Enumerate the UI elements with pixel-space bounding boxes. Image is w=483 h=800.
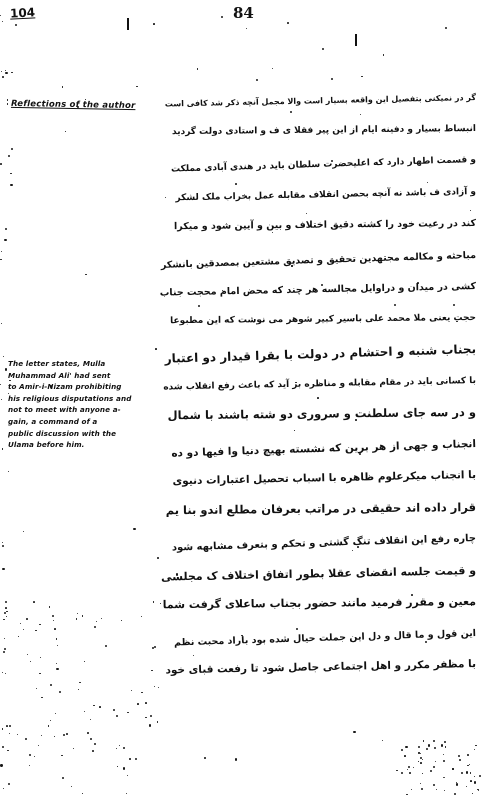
manuscript-line: انجناب و جهی از هر برین که نشسته بهیچ دنیا وا فیها دو ده (171, 437, 477, 460)
scan-speck (116, 715, 118, 717)
scan-speck (99, 706, 101, 708)
scan-speck (153, 601, 154, 602)
scan-speck (87, 732, 89, 734)
scan-speck (2, 542, 3, 543)
manuscript-line: با کسانی باید در مقام مقابله و مناظره بر آید که باعث رفع انقلاب شده (163, 375, 477, 393)
main-manuscript-text (160, 82, 476, 681)
scan-speck (2, 728, 4, 730)
scan-speck (459, 759, 461, 761)
scan-speck (474, 776, 475, 777)
scan-speck (407, 769, 408, 770)
manuscript-line: کشی در میدان و دراوایل مجالسه هر چند که محض امام محجت جناب (159, 281, 477, 299)
scan-speck (454, 793, 456, 795)
scan-speck (331, 78, 333, 80)
scan-speck (418, 746, 420, 748)
manuscript-line: معین و مقرر فرمید مانند حضور بجناب ساعلای گرفت شما (162, 595, 477, 612)
scan-speck (40, 657, 41, 658)
scan-speck (155, 348, 157, 350)
scan-speck (235, 758, 237, 760)
scan-speck (1, 323, 2, 324)
scan-speck (8, 155, 10, 157)
scan-speck (408, 766, 410, 768)
scan-speck (26, 618, 28, 620)
scan-speck (423, 740, 425, 742)
scan-speck (61, 755, 62, 756)
scan-speck (467, 754, 469, 756)
manuscript-line: انبساط بسیار و دفینه ایام از این پیر فقلا ی ف و استادی دولت گردید (171, 123, 477, 137)
manuscript-line: کند در رعیت خود را کشته دقیق اختلاف و بین و آیین شود و میکرا (173, 218, 477, 233)
scan-speck (396, 770, 397, 771)
scan-speck (20, 623, 21, 624)
scan-speck (4, 612, 6, 614)
scan-speck (401, 749, 403, 751)
scan-speck (383, 54, 385, 56)
scan-speck (92, 750, 94, 752)
scan-speck (54, 628, 56, 630)
scan-speck (478, 790, 479, 791)
scan-speck (135, 758, 137, 760)
scan-speck (78, 689, 79, 690)
scan-speck (2, 746, 4, 748)
scan-speck (411, 789, 412, 790)
scan-speck (23, 629, 24, 630)
scan-speck (90, 719, 91, 720)
scan-speck (48, 725, 50, 727)
scan-speck (153, 23, 155, 25)
scan-speck (461, 772, 463, 774)
scan-speck (25, 738, 27, 740)
scan-speck (39, 624, 40, 625)
scan-speck (154, 686, 155, 687)
manuscript-line: با مظفر مکرر و اهل اجتماعی جاصل شود تا رفعت قبای خود (165, 658, 477, 677)
scan-speck (55, 713, 56, 714)
scan-speck (84, 661, 85, 662)
scan-speck (3, 356, 4, 357)
scan-speck (77, 613, 78, 614)
margin-tick-mark (127, 18, 129, 30)
scan-speck (76, 618, 78, 620)
scan-speck (59, 691, 61, 693)
scan-speck (256, 79, 258, 81)
margin-heading: Reflections of the author (10, 98, 136, 112)
scan-speck (2, 76, 4, 78)
scan-speck (4, 239, 6, 241)
scan-speck (272, 68, 273, 69)
manuscript-line: مباحثه و مکالمه مجتهدین تحقیق و تصدیق مشتعین بمصدقین بانشکر (160, 249, 477, 271)
scan-speck (2, 448, 4, 450)
scan-speck (0, 15, 1, 16)
scan-speck (426, 748, 428, 750)
center-page-number: 84 (233, 4, 254, 22)
manuscript-line: حجت یعنی ملا محمد علی باسیر کبیر شوهر می نوشت که این مطبوعا (170, 312, 477, 326)
scan-speck (405, 746, 407, 748)
scan-speck (57, 645, 58, 646)
scan-speck (322, 48, 324, 50)
scan-speck (2, 545, 4, 547)
scan-speck (353, 731, 355, 733)
scan-speck (96, 621, 97, 622)
scan-speck (10, 184, 12, 186)
scan-speck (458, 755, 460, 757)
scan-speck (456, 783, 458, 785)
scan-speck (145, 717, 146, 718)
scan-speck (430, 770, 432, 772)
scan-speck (3, 788, 5, 790)
scan-speck (127, 775, 128, 776)
scan-speck (466, 771, 468, 773)
scan-speck (154, 646, 156, 648)
scan-speck (0, 259, 1, 260)
margin-tick-mark (355, 34, 357, 46)
scan-speck (433, 766, 435, 768)
scan-speck (93, 705, 95, 707)
scan-speck (123, 767, 125, 769)
scan-speck (452, 768, 453, 769)
left-page-number: 104 (9, 5, 36, 21)
scan-speck (445, 746, 446, 747)
scan-speck (15, 24, 17, 26)
scan-speck (0, 163, 2, 165)
manuscript-line: بجناب شنبه و احتشام در دولت با بقرا قیدار دو اعتبار (164, 342, 477, 366)
scan-speck (90, 738, 92, 740)
scan-speck (7, 99, 8, 100)
scan-speck (475, 745, 476, 746)
manuscript-line: گر در نمیکنی بتفصیل این واقعه بسیار است والا مجمل آنچه ذکر شد کافی است (164, 93, 477, 109)
scan-speck (382, 740, 383, 741)
scan-speck (151, 670, 152, 671)
scan-speck (6, 611, 7, 612)
margin-note-line: not to meet with anyone a- (8, 405, 121, 415)
scan-speck (422, 759, 423, 760)
scan-speck (49, 606, 51, 608)
scan-speck (56, 668, 58, 670)
scan-speck (433, 740, 435, 742)
scan-speck (94, 743, 96, 745)
scan-speck (443, 760, 445, 762)
scan-speck (36, 688, 37, 689)
scan-speck (131, 690, 133, 692)
scan-speck (3, 651, 5, 653)
scan-speck (7, 103, 8, 104)
scan-speck (62, 777, 64, 779)
scan-speck (1, 399, 2, 400)
manuscript-line: و قسمت اطهار دارد که اعلیحضرت سلطان باید در هندی آبادی مملکت (170, 155, 477, 175)
scan-speck (158, 687, 159, 688)
scan-speck (420, 753, 421, 754)
scan-speck (18, 636, 19, 637)
scan-speck (443, 754, 444, 755)
scan-speck (66, 733, 68, 735)
scan-speck (41, 697, 43, 699)
scan-speck (4, 648, 6, 650)
scan-speck (0, 384, 1, 385)
scan-speck (0, 764, 2, 766)
scan-speck (82, 615, 84, 617)
scan-speck (6, 616, 7, 617)
scan-speck (6, 725, 8, 727)
scan-speck (197, 68, 198, 69)
scan-speck (145, 702, 147, 704)
scan-speck (33, 601, 35, 603)
manuscript-line: و در سه جای سلطنت و سروری دو شته باشند با شمال (167, 405, 477, 423)
scan-speck (35, 630, 37, 632)
scan-speck (435, 761, 436, 762)
scan-speck (101, 618, 103, 620)
scan-speck (5, 228, 7, 230)
scan-speck (62, 86, 63, 87)
scan-speck (8, 471, 9, 472)
scan-speck (29, 765, 30, 766)
margin-note-line: gain, a command of a (8, 416, 98, 426)
scan-speck (2, 672, 3, 673)
scan-speck (53, 620, 54, 621)
scan-speck (9, 733, 10, 734)
scan-speck (5, 72, 7, 74)
scan-speck (1, 71, 2, 72)
scan-speck (401, 772, 403, 774)
scan-speck (50, 720, 51, 721)
scan-speck (3, 619, 5, 621)
scan-speck (79, 682, 80, 683)
scan-speck (73, 748, 74, 749)
scan-speck (2, 21, 3, 22)
scan-speck (85, 274, 86, 275)
scan-speck (418, 752, 419, 753)
margin-note (8, 358, 158, 451)
scan-speck (56, 638, 57, 639)
scan-speck (117, 766, 118, 767)
scan-speck (436, 789, 438, 791)
scan-speck (5, 70, 6, 71)
scan-speck (428, 744, 430, 746)
scan-speck (467, 765, 469, 767)
scan-speck (56, 663, 57, 664)
scan-speck (17, 734, 18, 735)
scan-speck (479, 775, 481, 777)
scan-speck (474, 781, 476, 783)
margin-note-line: public discussion with the (8, 428, 117, 438)
scan-speck (82, 793, 83, 794)
scan-speck (54, 736, 55, 737)
manuscript-line: با انجناب میکرعلوم ظاهره با اسباب تحصیل اعتبارات دنیوی (172, 469, 477, 488)
scan-speck (34, 756, 35, 757)
scan-speck (420, 783, 421, 784)
scan-speck (445, 27, 447, 29)
scan-speck (116, 748, 117, 749)
scan-speck (38, 745, 39, 746)
scan-speck (27, 654, 29, 656)
scan-speck (9, 725, 11, 727)
scan-speck (157, 557, 159, 559)
scan-speck (23, 531, 24, 532)
scan-speck (137, 703, 139, 705)
scan-speck (470, 781, 471, 782)
scan-speck (119, 745, 120, 746)
scan-speck (113, 709, 115, 711)
scan-speck (50, 684, 52, 686)
scan-speck (127, 712, 129, 714)
scan-speck (105, 645, 107, 647)
manuscript-line: و آزادی ف باشد نه آنچه بحصن انقلاف مقابله عمل بخراب ملک لشکر (175, 186, 477, 203)
scan-speck (2, 568, 4, 570)
scan-speck (418, 761, 419, 762)
scan-speck (7, 750, 9, 752)
scan-speck (421, 788, 423, 790)
margin-note-line: his religious disputations and (8, 393, 132, 403)
scan-speck (136, 86, 137, 87)
scan-speck (63, 734, 65, 736)
scan-speck (141, 616, 142, 617)
scan-speck (406, 794, 408, 796)
scan-speck (246, 28, 247, 29)
scan-speck (466, 786, 467, 787)
manuscript-line: و قیمت جلسه انقضای عقلا بطور اتفاق اختلاف ک مجلسی (160, 563, 477, 584)
scan-speck (8, 783, 10, 785)
scan-speck (444, 741, 446, 743)
scan-speck (39, 673, 40, 674)
scan-speck (469, 764, 470, 765)
scan-speck (11, 72, 13, 74)
scan-speck (133, 528, 135, 530)
scan-speck (444, 790, 445, 791)
scan-speck (434, 747, 436, 749)
margin-note-line: Muhammad Ali' had sent (8, 370, 111, 380)
scan-speck (41, 735, 42, 736)
scan-speck (5, 607, 7, 609)
scan-speck (422, 773, 423, 774)
scan-speck (141, 692, 142, 693)
scan-speck (404, 755, 406, 757)
scan-speck (149, 724, 151, 726)
scan-speck (409, 772, 411, 774)
scan-speck (65, 131, 66, 132)
scan-speck (441, 744, 443, 746)
scan-speck (444, 777, 445, 778)
scan-speck (52, 615, 54, 617)
scan-speck (10, 173, 11, 174)
scan-speck (204, 757, 206, 759)
scan-speck (30, 661, 31, 662)
scan-speck (413, 767, 414, 768)
scan-speck (84, 711, 85, 712)
scan-speck (129, 758, 131, 760)
scan-speck (5, 673, 6, 674)
scan-speck (94, 626, 96, 628)
scan-speck (472, 793, 473, 794)
scan-speck (420, 762, 422, 764)
scan-speck (157, 721, 158, 722)
scan-speck (4, 638, 5, 639)
scan-speck (29, 754, 31, 756)
scan-speck (221, 16, 223, 18)
margin-note-line: The letter states, Mulla (8, 359, 106, 368)
scan-speck (11, 148, 13, 150)
scan-speck (470, 772, 472, 774)
margin-note-line: to Amir-i-Nizam prohibiting (8, 382, 122, 392)
scan-speck (123, 747, 125, 749)
manuscript-line: چاره رفع این انقلاف تنگ گشتی و تحکم و بتعرف مشابهه شود (171, 533, 477, 554)
margin-note-line: Ulama before him. (8, 440, 85, 450)
scan-speck (433, 784, 435, 786)
scan-speck (150, 715, 152, 717)
scan-speck (126, 793, 127, 794)
scan-speck (121, 620, 122, 621)
manuscript-line: این قول و ما قال و دل این جملت حیال شده بود باراد محبت نظم (173, 627, 477, 648)
manuscript-line: قرار داده اند حقیقی در مراتب بعرفان مطلع اندو بنا یم (165, 499, 477, 517)
scan-speck (1, 251, 2, 252)
scan-speck (5, 601, 7, 603)
scan-speck (474, 749, 475, 750)
scan-speck (287, 22, 289, 24)
scan-speck (71, 786, 72, 787)
scan-speck (361, 76, 362, 77)
